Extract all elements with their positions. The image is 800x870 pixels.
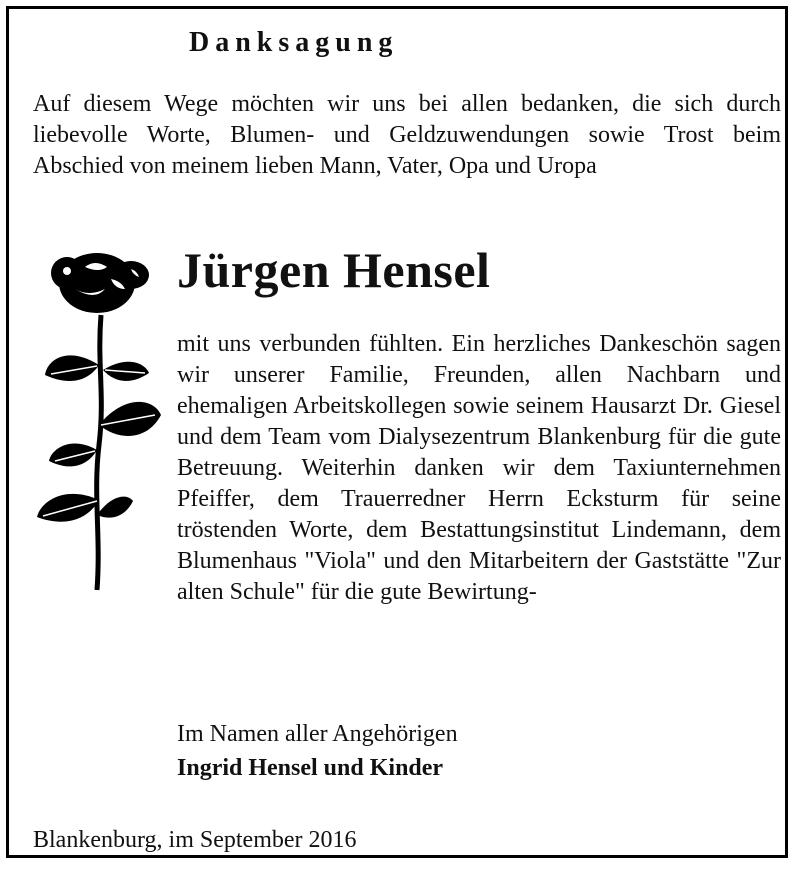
place-date: Blankenburg, im September 2016: [33, 827, 357, 853]
obituary-notice: [6, 6, 788, 858]
deceased-name: Jürgen Hensel: [177, 242, 491, 298]
intro-text: Auf diesem Wege möchten wir uns bei allen bedanken, die sich durch liebevolle Worte, Blumen- und Geldzuwendungen sowie Trost beim Abschied von meinem lieben Mann, Vater, Opa und Uropa: [33, 91, 781, 179]
signature-line-1: Im Namen aller Angehörigen: [177, 721, 458, 747]
signature-line-2: Ingrid Hensel und Kinder: [177, 755, 444, 781]
rose-icon: [27, 245, 167, 595]
body-text: mit uns verbunden fühlten. Ein herzliches Dankeschön sagen wir unserer Familie, Freunden, allen Nachbarn und ehemaligen Arbeitskollegen sowie seinem Hausarzt Dr. Giesel und dem Team vom Dialysezentrum Blankenburg für die gute Betreuung. Weiterhin danken wir dem Taxiunternehmen Pfeiffer, dem Trauerredner Herrn Ecksturm für seine tröstenden Worte, dem Bestattungsinstitut Lindemann, dem Blumenhaus "Viola" und den Mitarbeitern der Gaststätte "Zur alten Schule" für die gute Bewirtung-: [177, 331, 781, 605]
notice-heading: Danksagung: [189, 27, 399, 58]
